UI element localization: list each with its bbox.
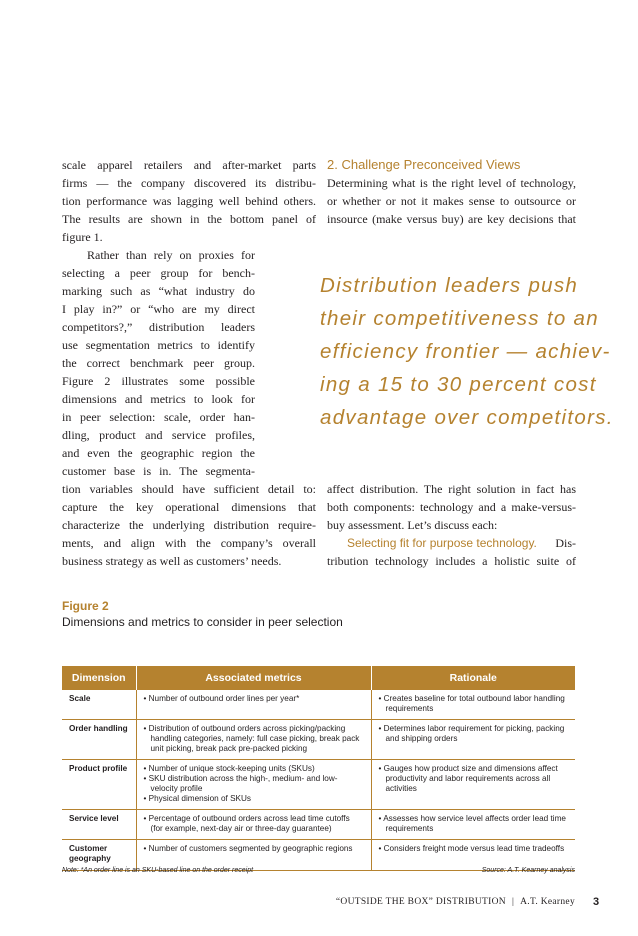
metric-item: • Percentage of outbound orders across lead time cutoffs (for example, next-day air or three-day guarantee) (143, 814, 350, 833)
footer-publication: “OUTSIDE THE BOX” DISTRIBUTION (335, 897, 506, 907)
metrics-table (62, 666, 575, 871)
body-text-line: ments, and align with the company’s overall (62, 536, 316, 550)
body-text-line: Rather than rely on proxies for (87, 248, 255, 262)
page-number: 3 (593, 896, 600, 908)
dimension-cell: Customer geography (62, 840, 136, 871)
body-text-line: tion variables should have sufficient detail to: (62, 482, 316, 496)
page-footer (330, 897, 575, 907)
pull-quote-line: efficiency frontier — achiev- (320, 340, 611, 363)
table-row (62, 840, 575, 871)
table-source: Source: A.T. Kearney analysis (481, 867, 575, 874)
body-text-line: competitors?,” distribution leaders (62, 320, 255, 334)
body-text-line: dimensions and metrics to look for (62, 392, 255, 406)
metrics-cell (136, 810, 371, 840)
rationale-item: • Creates baseline for total outbound labor handling requirements (378, 694, 565, 713)
body-text-line: affect distribution. The right solution in fact has (327, 482, 576, 496)
body-text-line: I play in?” or “who are my direct (62, 302, 255, 316)
table-note: Note: *An order line is an SKU-based line on the order receipt (62, 867, 254, 874)
metrics-cell (136, 760, 371, 810)
column-header: Dimension (62, 666, 136, 690)
rationale-cell (371, 690, 575, 720)
table-row (62, 760, 575, 810)
body-text-line: capture the key operational dimensions that (62, 500, 316, 514)
rationale-cell (371, 840, 575, 871)
column-header: Rationale (371, 666, 575, 690)
rationale-item: • Considers freight mode versus lead time tradeoffs (378, 844, 565, 853)
dimension-cell: Product profile (62, 760, 136, 810)
body-text-line: firms — the company discovered its distribu- (62, 176, 316, 190)
metrics-cell (136, 720, 371, 760)
body-text-line: scale apparel retailers and after-market parts (62, 158, 316, 172)
metric-item: • Distribution of outbound orders across picking/packing handling categories, namely: full case picking, break pack unit picking, break pack pre-packed picking (143, 724, 360, 753)
dimension-cell: Order handling (62, 720, 136, 760)
body-text-line: Determining what is the right level of technology, (327, 176, 576, 190)
pull-quote-line: their competitiveness to an (320, 307, 599, 330)
body-text-line: in peer selection: scale, order han- (62, 410, 255, 424)
body-text-line: The results are shown in the bottom panel of (62, 212, 316, 226)
body-text-line: figure 1. (62, 230, 103, 244)
body-text-line: tion performance was lagging well behind others. (62, 194, 316, 208)
column-header: Associated metrics (136, 666, 371, 690)
body-text-line: or whether or not it makes sense to outsource or (327, 194, 576, 208)
body-text-line: marking such as “what industry do (62, 284, 255, 298)
table-row (62, 810, 575, 840)
rationale-item: • Determines labor requirement for picking, packing and shipping orders (378, 724, 565, 743)
body-text-line: and even the geographic region the (62, 446, 255, 460)
figure-label: Figure 2 (62, 599, 109, 613)
body-text-line: characterize the underlying distribution require- (62, 518, 316, 532)
table-row (62, 720, 575, 760)
inline-heading: Selecting fit for purpose technology. (347, 536, 537, 550)
rationale-cell (371, 760, 575, 810)
body-text-line: use segmentation metrics to identify (62, 338, 255, 352)
rationale-item: • Gauges how product size and dimensions affect productivity and labor requirements across all activities (378, 764, 558, 793)
metric-item: • SKU distribution across the high-, medium- and low-velocity profile (143, 774, 338, 793)
body-text-line: both components: technology and a make-versus- (327, 500, 576, 514)
metric-item: • Number of unique stock-keeping units (SKUs) (143, 764, 315, 773)
body-text-line: Figure 2 illustrates some possible (62, 374, 255, 388)
figure-title: Dimensions and metrics to consider in peer selection (62, 615, 343, 629)
body-text-line: buy assessment. Let’s discuss each: (327, 518, 498, 532)
body-text-line: tribution technology includes a holistic suite of (327, 554, 576, 568)
body-text-line: business strategy as well as customers’ needs. (62, 554, 282, 568)
rationale-cell (371, 810, 575, 840)
footer-separator: | (511, 897, 515, 907)
body-text-line: dling, product and service profiles, (62, 428, 255, 442)
table-header-row (62, 666, 575, 690)
dimension-cell: Service level (62, 810, 136, 840)
metric-item: • Number of outbound order lines per year* (143, 694, 300, 703)
pull-quote-line: ing a 15 to 30 percent cost (320, 373, 597, 396)
body-text-line: customer base is in. The segmenta- (62, 464, 255, 478)
rationale-cell (371, 720, 575, 760)
metric-item: • Number of customers segmented by geographic regions (143, 844, 353, 853)
body-text-line: insource (make versus buy) are key decisions that (327, 212, 576, 226)
body-text-line: selecting a peer group for bench- (62, 266, 255, 280)
metrics-cell (136, 690, 371, 720)
dimension-cell: Scale (62, 690, 136, 720)
section-heading: 2. Challenge Preconceived Views (327, 157, 521, 172)
metric-item: • Physical dimension of SKUs (143, 794, 252, 803)
body-text-line: the correct benchmark peer group. (62, 356, 255, 370)
pull-quote-line: advantage over competitors. (320, 406, 614, 429)
body-text-line (347, 534, 576, 552)
pull-quote-line: Distribution leaders push (320, 274, 579, 297)
footer-company: A.T. Kearney (520, 897, 575, 907)
metrics-cell (136, 840, 371, 871)
table-row (62, 690, 575, 720)
rationale-item: • Assesses how service level affects order lead time requirements (378, 814, 566, 833)
inline-heading-tail: Dis- (555, 536, 576, 550)
